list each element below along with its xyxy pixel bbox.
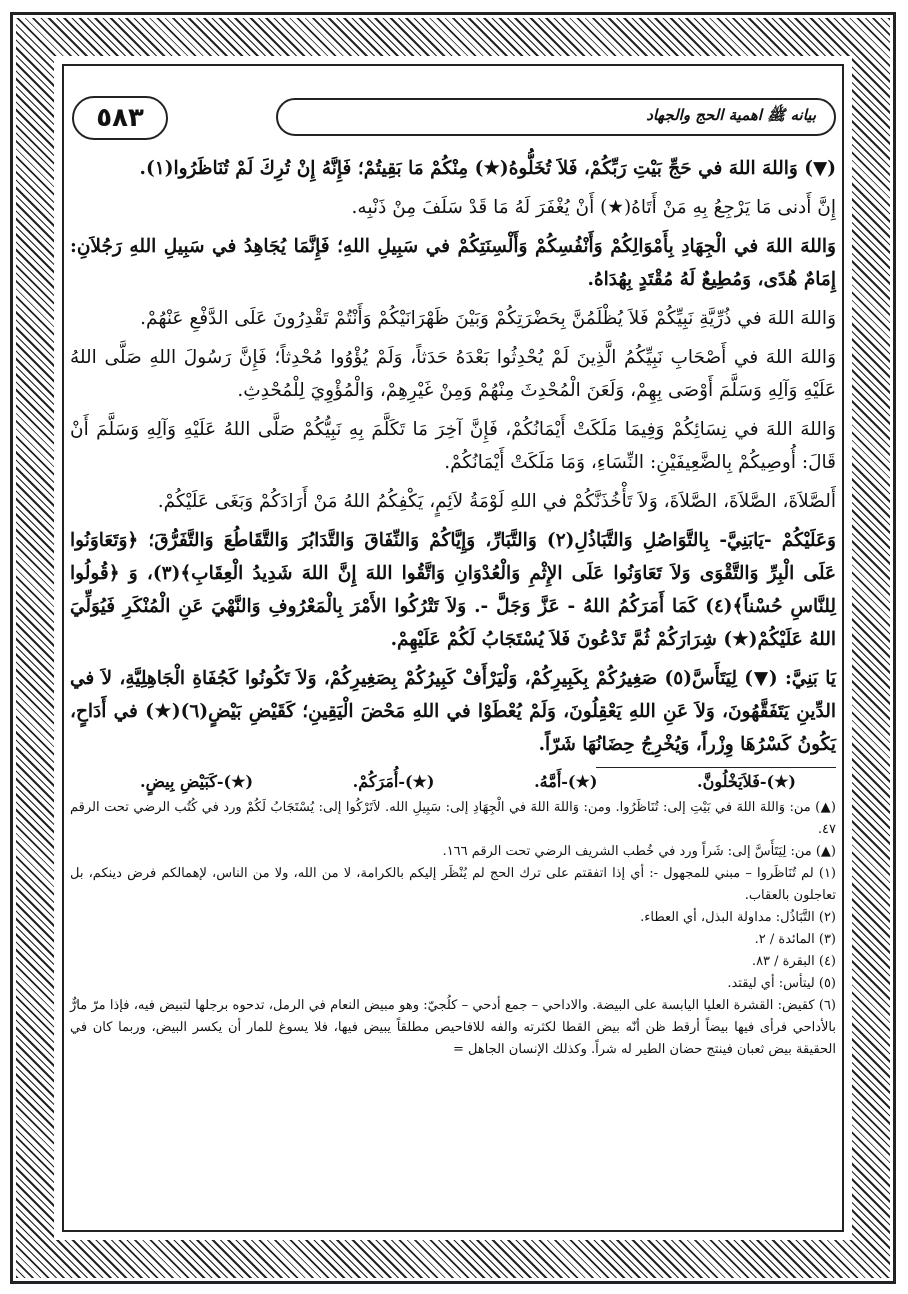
paragraph-unity: وَعَلَيْكُمْ -يَابَنِيَّ- بِالتَّوَاصُلِ وَالتَّبَاذُلِ(٢) وَالتَّبَارِّ، وَإِيَّاكُمْ وَالنِّفَاقَ وَالتَّدَابُرَ وَالتَّقَاطُعَ وَالتَّفَرُّقَ؛ ﴿وَتَعَاوَنُوا عَلَى الْبِرِّ وَالتَّقْوَى وَلاَ تَعَاوَنُوا عَلَى الإِثْمِ وَالْعُدْوَانِ وَاتَّقُوا اللهَ إِنَّ اللهَ شَدِيدُ الْعِقَابِ﴾(٣)، وَ ﴿قُولُوا لِلنَّاسِ حُسْناً﴾(٤) كَمَا أَمَرَكُمُ اللهُ - عَزَّ وَجَلَّ -. وَلاَ تَتْرُكُوا الأَمْرَ بِالْمَعْرُوفِ وَالنَّهْيَ عَنِ الْمُنْكَرِ فَيُوَلِّيَ اللهُ عَلَيْكُمْ(★) شِرَارَكُمْ ثُمَّ تَدْعُونَ فَلاَ يُسْتَجَابُ لَكُمْ عَلَيْهِمْ. [70,530,837,650]
footnote: (٤) البقرة / ٨٣. [751,954,836,969]
footnote: (١) لم تُنَاظَروا – مبني للمجهول -: أي إذا اتفقتم على ترك الحج لم يُنْظَر إليكم بالكرامة، لا من الله، ولا من الناس، لإهمالكم فرض دينكم، بل تعاجلون بالعقاب. [70,866,836,903]
paragraph-women: وَاللهَ اللهَ في نِسَائِكُمْ وَفِيمَا مَلَكَتْ أَيْمَانُكُمْ، فَإِنَّ آخِرَ مَا تَكَلَّمَ بِهِ نَبِيُّكُمْ صَلَّى اللهُ عَلَيْهِ وَآلِهِ وَسَلَّمَ أَنْ قَالَ: أُوصِيكُمْ بِالضَّعِيفَيْنِ: النِّسَاءِ، وَمَا مَلَكَتْ أَيْمَانُكُمْ. [70,419,836,473]
footnote: (▲) من: وَاللهَ اللهَ في بَيْتِ إلى: تُنَاظَرُوا. ومن: وَاللهَ اللهَ في الْجِهَادِ إلى: سَبِيلِ الله. لاَتَرْكُوا إلى: يُسْتَجَابُ لَكُمْ ورد في كُتُب الرضي تحت الرقم ٤٧. [70,800,836,837]
footnote: (٥) ليتأس: أي ليقتد. [727,976,836,991]
paragraph-hajj: (▼) وَاللهَ اللهَ في حَجِّ بَيْتِ رَبِّكُمْ، فَلاَ تُخَلُّوهُ(★) مِنْكُمْ مَا بَقِيتُمْ؛ فَإِنَّهُ إِنْ تُرِكَ لَمْ تُنَاظَرُوا(١). [139,158,836,179]
paragraph-companions: وَاللهَ اللهَ في أَصْحَابِ نَبِيِّكُمُ الَّذِينَ لَمْ يُحْدِثُوا بَعْدَهُ حَدَثاً، وَلَمْ يُؤْوُوا مُحْدِثاً؛ فَإِنَّ رَسُولَ اللهِ صَلَّى اللهُ عَلَيْهِ وَآلِهِ وَسَلَّمَ أَوْصَى بِهِمْ، وَلَعَنَ الْمُحْدِثَ مِنْهُمْ وَمِنْ غَيْرِهِمْ، وَالْمُؤْوِيَ لِلْمُحْدِثِ. [70,347,836,401]
star-note: (★)-أَمَّهُ. [534,772,598,791]
header-title: بيانه ﷺ اهمية الحج والجهاد [646,106,816,124]
paragraph-sons: يَا بَنِيَّ: (▼) لِيَتَأَسَّ(٥) صَغِيرُكُمْ بِكَبِيرِكُمْ، وَلْيَرْأَفْ كَبِيرُكُمْ بِصَغِيرِكُمْ، وَلاَ تَكُونُوا كَجُفَاةِ الْجَاهِلِيَّةِ، لاَ في الدِّينِ يَتَفَقَّهُونَ، وَلاَ عَنِ اللهِ يَعْقِلُونَ، وَلَمْ يُعْطَوْا في اللهِ مَحْضَ الْيَقِينِ؛ كَقَيْضِ بَيْضٍ(٦)(★) في أَدَاحٍ، يَكُونُ كَسْرُهَا وِزْراً، وَيُخْرِجُ حِضَانُهَا شَرّاً. [70,668,836,755]
paragraph-forgiveness: إِنَّ أَدنى مَا يَرْجِعُ بِهِ مَنْ أَتَاهُ(★) أَنْ يُغْفَرَ لَهُ مَا قَدْ سَلَفَ مِنْ ذَنْبِه. [351,197,836,218]
footnote: (▲) من: لِيَتَأَسَّ إلى: شَراً ورد في خُطب الشريف الرضي تحت الرقم ١٦٦. [442,844,836,859]
footnote: (٢) التَّبَاذُل: مداولة البذل، أي العطاء. [640,910,836,925]
paragraph-progeny: وَاللهَ اللهَ في ذُرِّيَّةِ نَبِيِّكُمْ فَلاَ يُظْلَمُنَّ بِحَضْرَتِكُمْ وَبَيْنَ ظَهْرَانَيْكُمْ وَأَنْتُمْ تَقْدِرُونَ عَلَى الدَّفْعِ عَنْهُمْ. [140,308,836,329]
paragraph-jihad: وَاللهَ اللهَ في الْجِهَادِ بِأَمْوَالِكُمْ وَأَنْفُسِكُمْ وَأَلْسِنَتِكُمْ في سَبِيلِ اللهِ؛ فَإِنَّمَا يُجَاهِدُ في سَبِيلِ اللهِ رَجُلاَنِ: إِمَامٌ هُدًى، وَمُطِيعٌ لَهُ مُقْتَدٍ بِهُدَاهُ. [70,236,836,290]
page-number: ٥٨٣ [72,96,168,140]
footnote: (٦) كقيض: القشرة العليا اليابسة على البيضة. والاداحي – جمع أدحي – كلُجيّ: وهو مبيض النعام في الرمل، تدحوه برجلها لتبيض فيه، فإذا مرّ مارٌّ بالأداحي فرأى فيها بيضاً أرقط ظن أنّه بيض القطا لكثرته والفه للافاحيص مطلقاً يبيض فيها، فلا يسوغ للمار أن يكسر البيض، وربما كان في الحقيقة بيض ثعبان فينتج حضان الطير له شراً. وكذلك الإنسان الجاهل = [70,998,836,1057]
footnote-separator [596,767,836,768]
running-header [276,98,836,136]
star-note: (★)-كَبَيْضِ بِيضٍ. [140,772,254,791]
star-notes [140,772,796,791]
paragraph-prayer: أَلصَّلاَةَ، الصَّلاَةَ، الصَّلاَةَ، وَلاَ تَأْخُذَنَّكُمْ في اللهِ لَوْمَةُ لاَئِمٍ، يَكْفِكُمُ اللهُ مَنْ أَرَادَكُمْ وَبَغَى عَلَيْكُمْ. [157,491,836,512]
star-note: (★)-فَلاَيَخْلُونَّ. [697,772,796,791]
footnote: (٣) المائدة / ٢. [754,932,836,947]
main-text [70,152,836,1061]
star-note: (★)-أُمَرَكُمْ. [352,772,435,791]
